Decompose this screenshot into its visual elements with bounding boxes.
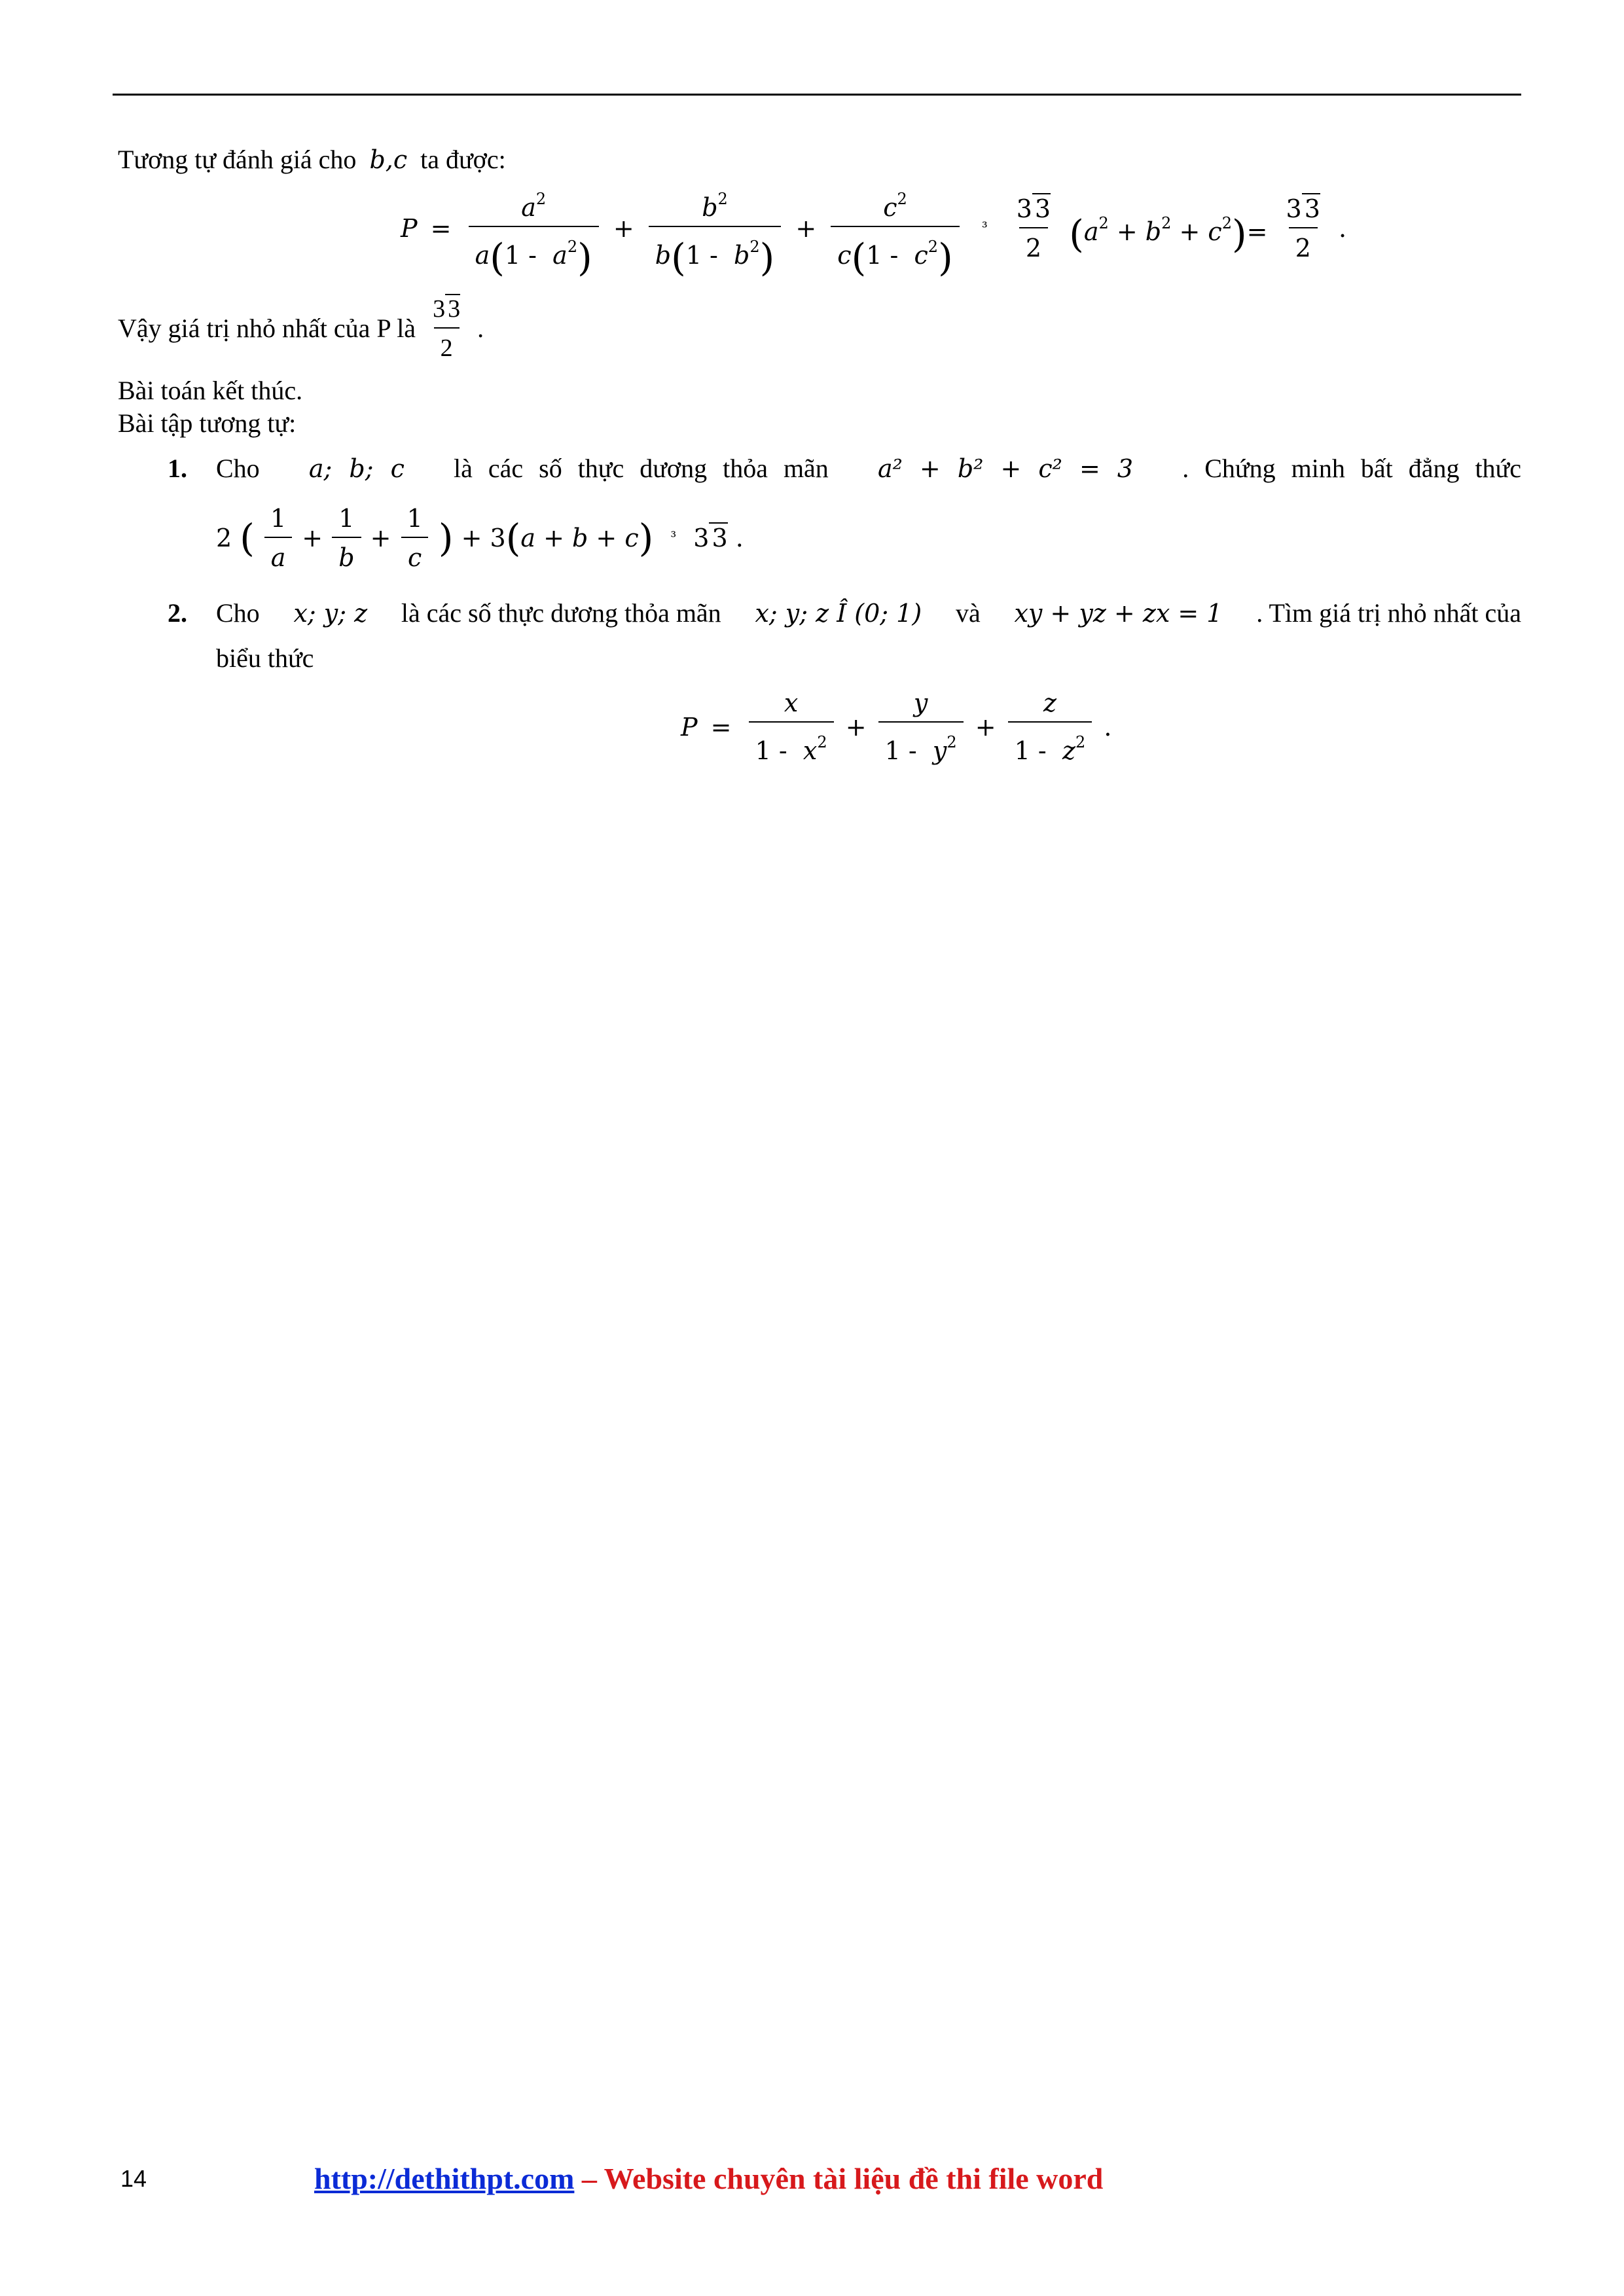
- result-fraction: $\frac{3 3}{2}$: [1286, 194, 1320, 262]
- eq-geq-glyph: ³: [981, 219, 988, 236]
- footer-banner: [314, 2161, 1103, 2196]
- fraction-b: $\frac{b^2}{b(1 - b^2)}$: [649, 185, 781, 272]
- ex1-inequality: 2 ( $\frac{1}{a}$ + $\frac{1}{b}$ + $\frac{1}{c}$ ) + 3(a + b + c) ³ 3 3 .: [216, 504, 744, 572]
- fraction-c: $\frac{c^2}{c(1 - c^2)}$: [831, 185, 959, 272]
- eq-lhs: P: [401, 213, 418, 243]
- ex2-expression: P = $\frac{x}{1 - x^2}$ + $\frac{y}{1 - y^2}$ + $\frac{z}{1 - z^2}$ .: [681, 689, 1112, 765]
- fraction-a: $\frac{a^2}{a(1 - a^2)}$: [469, 185, 599, 272]
- main-equation: P = $\frac{a^2}{a(1 - a^2)}$ + $\frac{b^2}{b(1 - b^2)}$ + $\frac{c^2}{c(1 - c^2)}$ ³ $\frac{3 3}{2}$ $(a^2 + b^2 + c^2)=$ $\frac{3 3}{2}$ .: [401, 185, 1346, 272]
- ex2-line1: Cho x; y; z là các số thực dương thỏa mãn x; y; z Î (0; 1) và xy + yz + zx = 1 . Tìm giá trị nhỏ nhất của: [216, 598, 1521, 628]
- ex2-vars: x; y; z: [293, 599, 368, 628]
- conclusion-line: Vậy giá trị nhỏ nhất của P là $\frac{3 3}{2}$ .: [118, 295, 484, 362]
- intro-line: [118, 144, 506, 175]
- eq-equals: =: [430, 213, 452, 243]
- page-number: 14: [120, 2165, 147, 2192]
- ex2-line2: biểu thức: [216, 643, 314, 673]
- intro-end: ta được:: [420, 145, 506, 174]
- coef-fraction: $\frac{3 3}{2}$: [1016, 194, 1051, 262]
- intro-vars: b,c: [369, 145, 408, 174]
- ex1-vars: a; b; c: [308, 454, 405, 483]
- conclusion-fraction: $\frac{3 3}{2}$: [433, 295, 461, 362]
- intro-text: Tương tự đánh giá cho: [118, 145, 357, 174]
- ex2-number: 2.: [168, 598, 187, 628]
- conclusion-text: Vậy giá trị nhỏ nhất của P là: [118, 314, 416, 343]
- header-rule: [113, 94, 1521, 96]
- footer-tagline: – Website chuyên tài liệu đề thi file word: [574, 2162, 1104, 2195]
- ex1-line1: Cho a; b; c là các số thực dương thỏa mãn a² + b² + c² = 3 . Chứng minh bất đẳng thức: [216, 454, 1521, 483]
- ex1-condition: a² + b² + c² = 3: [877, 454, 1134, 483]
- ex1-number: 1.: [168, 454, 187, 483]
- ex2-condition-1: x; y; z Î (0; 1): [755, 599, 922, 628]
- footer-link[interactable]: http://dethithpt.com: [314, 2162, 575, 2195]
- exercises-heading: Bài tập tương tự:: [118, 408, 297, 438]
- ending-text: Bài toán kết thúc.: [118, 376, 303, 405]
- ex2-condition-2: xy + yz + zx = 1: [1014, 599, 1223, 628]
